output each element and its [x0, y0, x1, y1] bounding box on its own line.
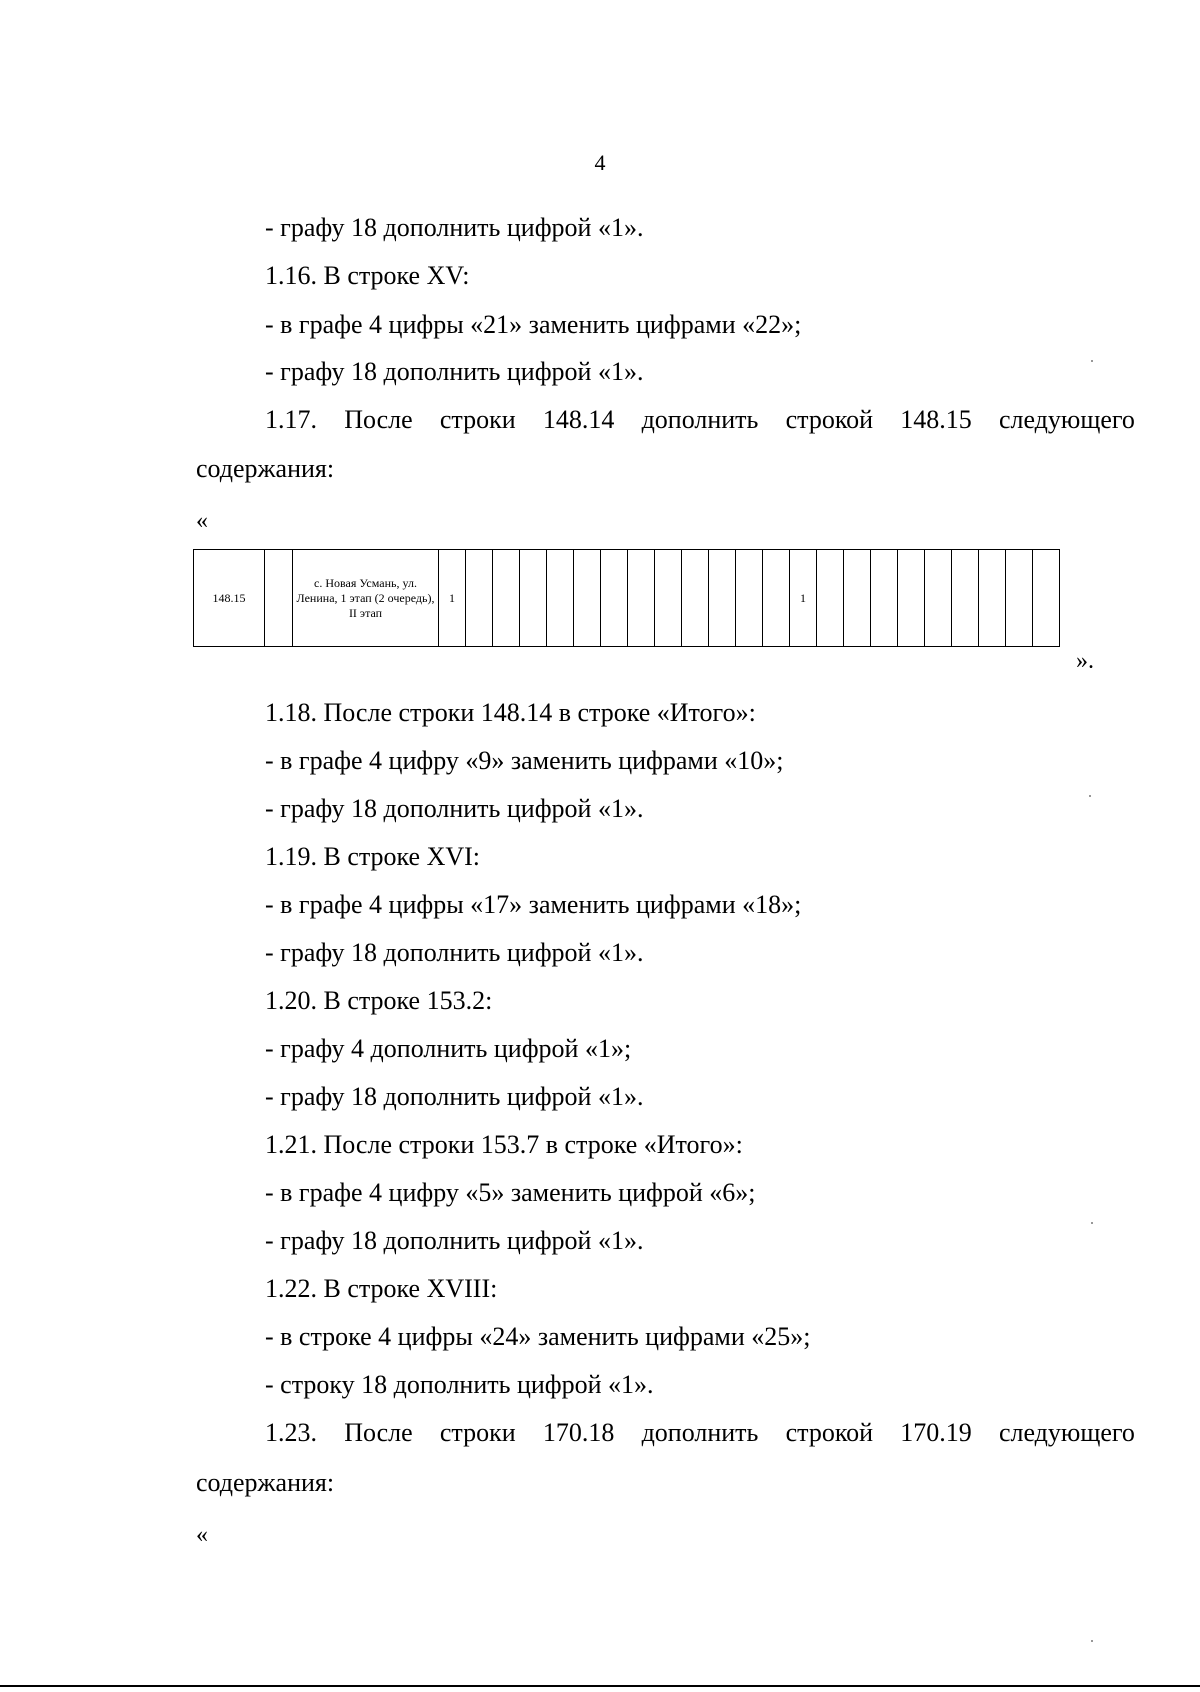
table-cell — [265, 550, 293, 647]
paragraph-line: - в графе 4 цифру «9» заменить цифрами «10»; — [265, 746, 784, 775]
paragraph-line: 1.20. В строке 153.2: — [265, 986, 493, 1015]
word: 1.17. — [265, 405, 317, 434]
closing-quote: ». — [1076, 648, 1094, 674]
paragraph-line: - в графе 4 цифры «21» заменить цифрами «22»; — [265, 310, 802, 339]
table-cell — [1006, 550, 1033, 647]
bottom-scan-edge — [0, 1685, 1200, 1687]
word: 1.23. — [265, 1418, 317, 1447]
word: дополнить — [641, 1418, 759, 1447]
paragraph-line: - графу 18 дополнить цифрой «1». — [265, 938, 644, 967]
paragraph-line: - графу 18 дополнить цифрой «1». — [265, 1082, 644, 1111]
opening-quote: « — [196, 508, 208, 534]
inserted-table-row — [193, 549, 1060, 647]
paragraph-1-17-continuation: содержания: — [196, 454, 335, 483]
word: После — [344, 1418, 413, 1447]
word: строки — [439, 1418, 516, 1447]
paragraph-line: - в графе 4 цифру «5» заменить цифрой «6»; — [265, 1178, 756, 1207]
paragraph-line: 1.21. После строки 153.7 в строке «Итого»: — [265, 1130, 743, 1159]
scan-speck — [1091, 1222, 1093, 1224]
table-cell — [709, 550, 736, 647]
table-cell — [682, 550, 709, 647]
table-cell — [1033, 550, 1060, 647]
table-cell — [817, 550, 844, 647]
col18-cell: 1 — [790, 550, 817, 647]
paragraph-line: - в строке 4 цифры «24» заменить цифрами «25»; — [265, 1322, 811, 1351]
table-cell — [763, 550, 790, 647]
paragraph-line: - графу 4 дополнить цифрой «1»; — [265, 1034, 632, 1063]
table-cell — [601, 550, 628, 647]
table-cell — [871, 550, 898, 647]
address-cell: с. Новая Усмань, ул. Ленина, 1 этап (2 очередь), II этап — [293, 550, 439, 647]
word: 170.19 — [900, 1418, 972, 1447]
page-number: 4 — [594, 150, 606, 175]
col4-cell: 1 — [439, 550, 466, 647]
table-cell — [925, 550, 952, 647]
table-cell — [547, 550, 574, 647]
word: 170.18 — [542, 1418, 615, 1447]
word: После — [344, 405, 413, 434]
paragraph-1-23 — [265, 1418, 1135, 1448]
paragraph-line: - графу 18 дополнить цифрой «1». — [265, 213, 644, 242]
paragraph-line: 1.19. В строке XVI: — [265, 842, 481, 871]
table-cell — [655, 550, 682, 647]
opening-quote: « — [196, 1522, 208, 1548]
scan-speck — [1091, 360, 1093, 362]
word: строкой — [785, 405, 874, 434]
word: строки — [439, 405, 516, 434]
table-cell — [952, 550, 979, 647]
table-cell — [844, 550, 871, 647]
paragraph-line: 1.18. После строки 148.14 в строке «Итого»: — [265, 698, 756, 727]
table-cell — [736, 550, 763, 647]
paragraph-1-17 — [265, 405, 1135, 435]
table-cell — [628, 550, 655, 647]
table-cell — [979, 550, 1006, 647]
paragraph-line: - графу 18 дополнить цифрой «1». — [265, 794, 644, 823]
word: следующего — [998, 405, 1135, 434]
paragraph-line: - в графе 4 цифры «17» заменить цифрами «18»; — [265, 890, 802, 919]
word: следующего — [998, 1418, 1135, 1447]
paragraph-line: - графу 18 дополнить цифрой «1». — [265, 357, 644, 386]
word: дополнить — [641, 405, 759, 434]
word: строкой — [785, 1418, 874, 1447]
table-cell — [574, 550, 601, 647]
paragraph-line: - графу 18 дополнить цифрой «1». — [265, 1226, 644, 1255]
word: 148.15 — [900, 405, 972, 434]
word: 148.14 — [542, 405, 615, 434]
table-cell — [466, 550, 493, 647]
paragraph-1-23-continuation: содержания: — [196, 1468, 335, 1497]
row-number-cell: 148.15 — [194, 550, 265, 647]
paragraph-line: 1.16. В строке XV: — [265, 261, 470, 290]
scan-speck — [1091, 1640, 1093, 1642]
paragraph-line: 1.22. В строке XVIII: — [265, 1274, 498, 1303]
table-cell — [520, 550, 547, 647]
paragraph-line: - строку 18 дополнить цифрой «1». — [265, 1370, 654, 1399]
table-row — [194, 550, 1060, 647]
table-cell — [493, 550, 520, 647]
scan-speck — [1089, 795, 1091, 797]
table-cell — [898, 550, 925, 647]
